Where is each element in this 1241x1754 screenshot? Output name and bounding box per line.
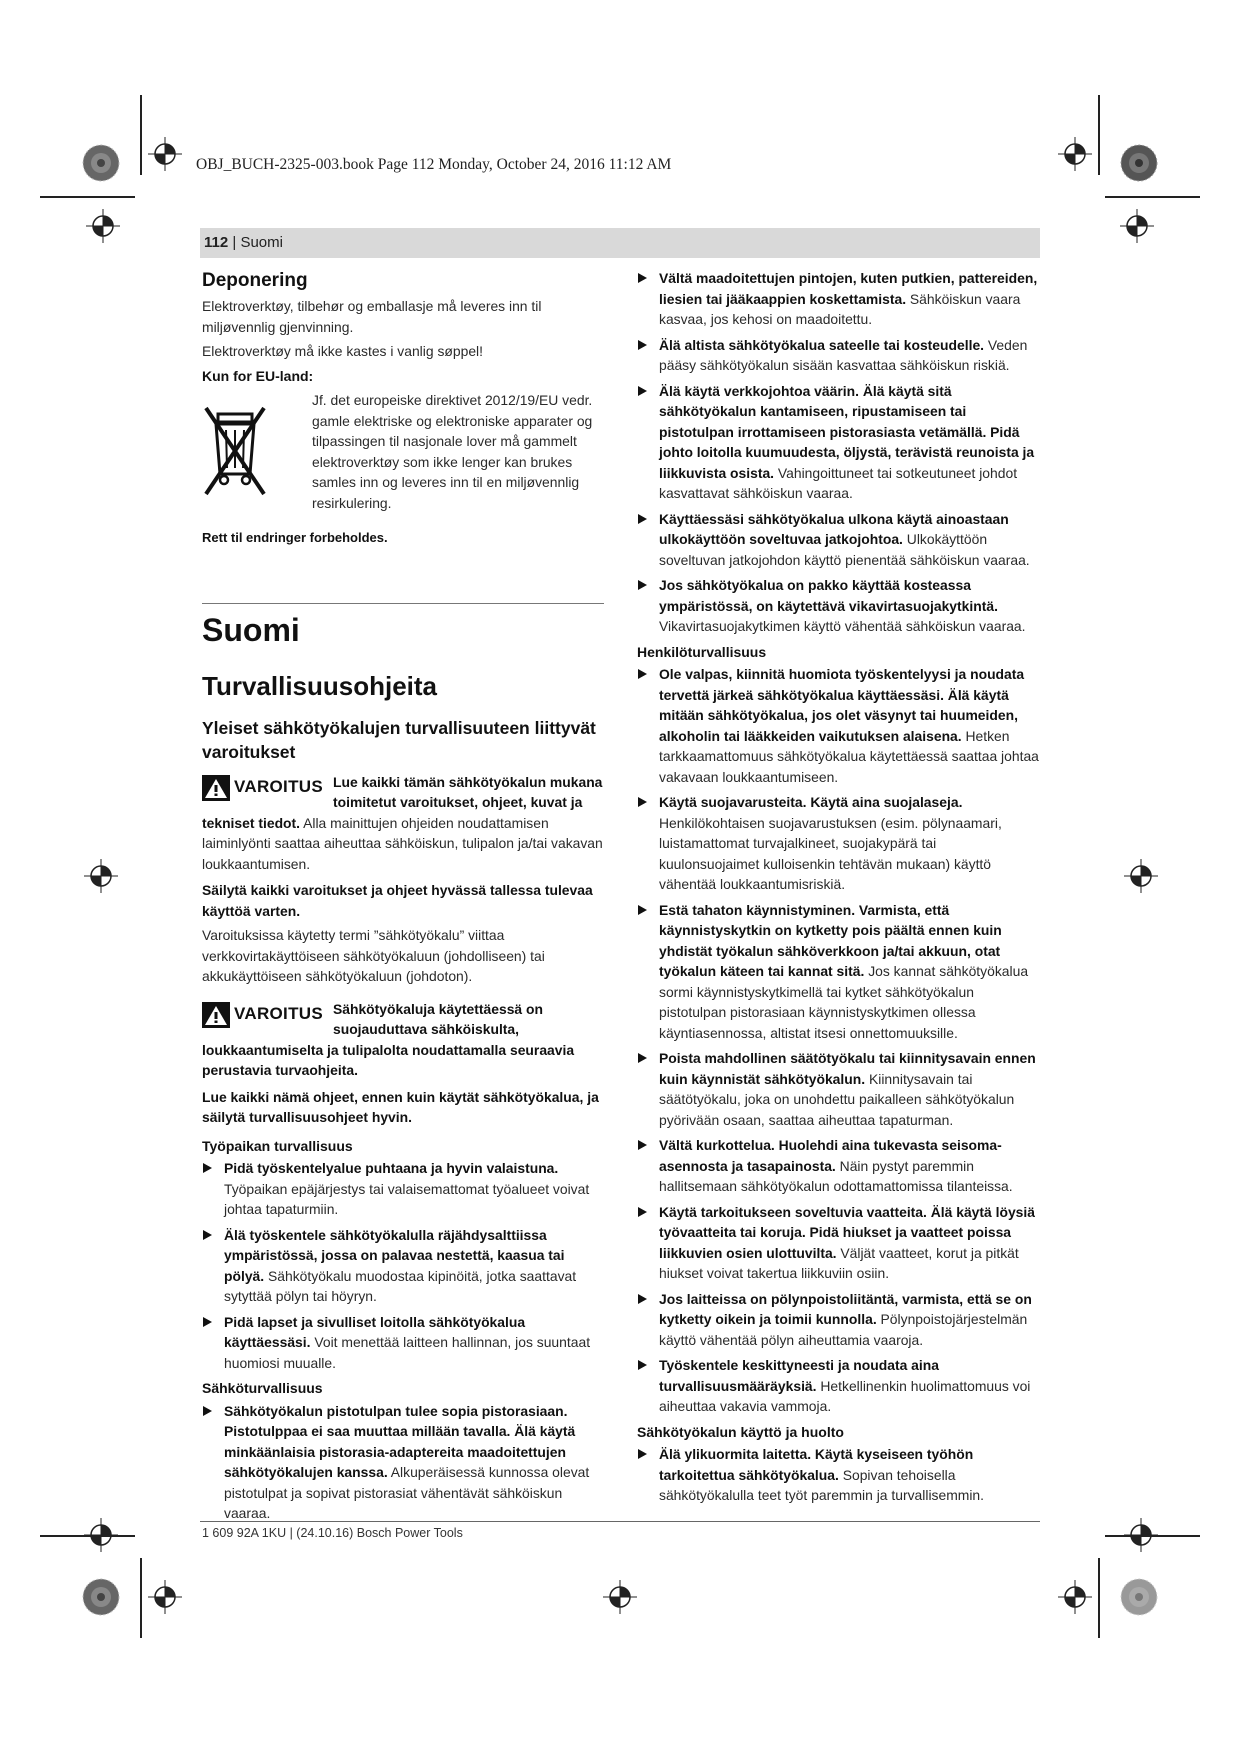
item-text: Näin pystyt paremmin hallitsemaan sähkötyökalun odottamattomissa tilanteissa. (659, 1157, 1013, 1194)
book-info-line: OBJ_BUCH-2325-003.book Page 112 Monday, October 24, 2016 11:12 AM (196, 156, 672, 173)
item-bold: Pidä työskentelyalue puhtaana ja hyvin valaistuna. (224, 1160, 559, 1176)
registration-mark-icon (1058, 137, 1092, 171)
use-and-care-list (637, 1444, 1039, 1506)
item-text: Sähköiskun vaara kasvaa, jos kehosi on maadoitettu. (659, 290, 1021, 327)
registration-mark-icon (148, 137, 182, 171)
item-bold: Estä tahaton käynnistyminen. Varmista, että käynnistyskytkin on kytketty pois päältä ennen kuin yhdistät työkalun sähköverkkoon ja/tai akkuun, otat työkalun käteen tai kannat sitä. (659, 901, 1002, 979)
term-definition: Varoituksissa käytetty termi ”sähkötyökalu” viittaa verkkovirtakäyttöiseen sähkötyökaluun (johdolliseen) tai akkukäyttöiseen sähkötyökaluun (johdoton). (202, 927, 545, 984)
crop-mark (1098, 95, 1100, 175)
warning-badge (202, 774, 323, 802)
paragraph: Elektroverktøy, tilbehør og emballasje må leveres inn til miljøvennlig gjenvinning. (202, 298, 542, 335)
personal-safety-heading: Henkilöturvallisuus (637, 643, 767, 660)
list-item (202, 1225, 604, 1307)
registration-mark-icon (84, 1518, 118, 1552)
item-text: Veden pääsy sähkötyökalun sisään kasvattaa sähköiskun riskiä. (659, 336, 1028, 373)
list-item (202, 1401, 604, 1524)
footer-rule (200, 1521, 1040, 1522)
registration-mark-icon (84, 859, 118, 893)
personal-safety-list (637, 664, 1039, 1417)
item-bold: Älä työskentele sähkötyökalulla räjähdysalttiissa ympäristössä, jossa on palavaa nestettä, kaasua tai pölyä. (224, 1226, 565, 1284)
weee-block (202, 390, 604, 514)
item-text: Vahingoittuneet tai sotkeutuneet johdot kasvattavat sähköiskun vaaraa. (659, 464, 1018, 501)
warning-triangle-icon (202, 1002, 230, 1028)
list-item (637, 1355, 1039, 1417)
header-separator: | (228, 234, 241, 251)
crop-mark (1105, 196, 1200, 198)
electrical-list (202, 1401, 604, 1524)
list-item (637, 575, 1039, 637)
list-item (637, 335, 1039, 376)
warning-bold-text: Lue kaikki tämän sähkötyökalun mukana toimitetut varoitukset, ohjeet, kuvat ja tekniset tiedot. (202, 773, 603, 831)
eu-label: Kun for EU-land: (202, 367, 314, 384)
list-item (637, 268, 1039, 330)
item-bold: Älä ylikuormita laitetta. Käytä kyseiseen työhön tarkoitettua sähkötyökalua. (659, 1446, 974, 1483)
workplace-heading: Työpaikan turvallisuus (202, 1137, 353, 1154)
color-rosette-icon (82, 144, 120, 182)
registration-mark-icon (1058, 1580, 1092, 1614)
item-bold: Jos sähkötyökalua on pakko käyttää kosteassa ympäristössä, on käytettävä vikavirtasuojakytkintä. (659, 577, 998, 614)
warning-block (202, 772, 604, 875)
item-bold: Työskentele keskittyneesti ja noudata aina turvallisuusmääräyksiä. (659, 1357, 939, 1394)
warning-bold-text: Sähkötyökaluja käytettäessä on suojauduttava sähköiskulta, loukkaantumiselta ja tulipalolta noudattamalla seuraavia perustavia turvaohjeita. (202, 1000, 575, 1078)
item-text: Vikavirtasuojakytkimen käyttö vähentää sähköiskun vaaraa. (659, 618, 1026, 634)
item-bold: Jos laitteissa on pölynpoistoliitäntä, varmista, että se on kytketty oikein ja toimii kunnolla. (659, 1290, 1032, 1327)
general-warnings-heading: Yleiset sähkötyökalujen turvallisuuteen liittyvät varoitukset (202, 717, 596, 762)
deponering-heading: Deponering (202, 270, 308, 291)
item-bold: Älä altista sähkötyökalua sateelle tai kosteudelle. (659, 336, 985, 353)
list-item (637, 792, 1039, 895)
item-text: Väljät vaatteet, korut ja pitkät hiukset voivat takertua liikkuviin osiin. (659, 1244, 1019, 1281)
read-instructions: Lue kaikki nämä ohjeet, ennen kuin käytät sähkötyökalua, ja säilytä turvallisuusohjeet hyvin. (202, 1088, 599, 1125)
electrical-list-continued (637, 268, 1039, 637)
color-rosette-icon (82, 1578, 120, 1616)
warning-word: VAROITUS (234, 777, 323, 797)
list-item (637, 1444, 1039, 1506)
item-text: Ulkokäyttöön soveltuvan jatkojohdon käyttö pienentää sähköiskun vaaraa. (659, 531, 1030, 568)
list-item (202, 1312, 604, 1374)
use-and-care-heading: Sähkötyökalun käyttö ja huolto (637, 1423, 844, 1440)
warning-badge (202, 1001, 323, 1029)
item-bold: Vältä maadoitettujen pintojen, kuten putkien, pattereiden, liesien tai jääkaappien koskettamista. (659, 270, 1038, 307)
item-bold: Käyttäessäsi sähkötyökalua ulkona käytä ainoastaan ulkokäyttöön soveltuvaa jatkojohtoa. (659, 510, 1009, 547)
crossed-out-wheelie-bin-icon (202, 398, 268, 504)
list-item (637, 381, 1039, 504)
item-bold: Käytä tarkoitukseen soveltuvia vaatteita. Älä käytä löysiä työvaatteita tai koruja. Pidä hiukset ja vaatteet poissa liikkuvien osien ulottuvilta. (659, 1203, 1035, 1261)
item-text: Sähkötyökalu muodostaa kipinöitä, jotka saattavat sytyttää pölyn tai höyryn. (224, 1267, 577, 1304)
crop-mark (40, 196, 135, 198)
list-item (637, 1135, 1039, 1197)
safety-heading: Turvallisuusohjeita (202, 670, 438, 701)
workplace-list (202, 1158, 604, 1373)
keep-instructions: Säilytä kaikki varoitukset ja ohjeet hyvässä tallessa tulevaa käyttöä varten. (202, 882, 593, 919)
item-text: Jos kannat sähkötyökalua sormi käynnistyskytkimellä tai kytket sähkötyökalun pistotulpan pistorasiaan käynnistyskytkimen ollessa käyntiasennossa, altistat itsesi onnettomuuksille. (659, 963, 1029, 1041)
list-item (637, 1289, 1039, 1351)
item-text: Hetkellinenkin huolimattomuus voi aiheuttaa vakavia vammoja. (659, 1377, 1031, 1414)
color-rosette-icon (1120, 1578, 1158, 1616)
item-bold: Poista mahdollinen säätötyökalu tai kiinnitysavain ennen kuin käynnistät sähkötyökalun. (659, 1050, 1036, 1087)
item-text: Työpaikan epäjärjestys tai valaisemattomat työalueet voivat johtaa tapaturmiin. (224, 1180, 590, 1217)
item-text: Sopivan tehoisella sähkötyökalulla teet työt paremmin ja turvallisemmin. (659, 1466, 985, 1503)
crop-mark (1098, 1558, 1100, 1638)
item-bold: Älä käytä verkkojohtoa väärin. Älä käytä sitä sähkötyökalun kantamiseen, ripustamiseen tai pistotulpan irrottamiseen pistorasiasta vetämällä. Pidä johto loitolla kuumuudesta, öljystä, terävistä reunoista ja liikkuvista osista. (659, 382, 1035, 481)
color-rosette-icon (1120, 144, 1158, 182)
item-bold: Ole valpas, kiinnitä huomiota työskentelyysi ja noudata tervettä järkeä sähkötyökalua käyttäessäsi. Älä käytä mitään sähkötyökalua, jos olet väsynyt tai huumeiden, alkoholin tai lääkkeiden vaikutuksen alaisena. (659, 666, 1025, 744)
item-text: Hetken tarkkaamattomuus sähkötyökalua käytettäessä saattaa johtaa vakavaan loukkaantumiseen. (659, 727, 1039, 785)
registration-mark-icon (148, 1580, 182, 1614)
list-item (637, 509, 1039, 571)
left-column (202, 268, 604, 1529)
language-heading: Suomi (202, 611, 300, 648)
item-bold: Vältä kurkottelua. Huolehdi aina tukevasta seisoma-asennosta ja tasapainosta. (659, 1137, 1002, 1174)
item-bold: Sähkötyökalun pistotulpan tulee sopia pistorasiaan. Pistotulppaa ei saa muuttaa millään tavalla. Älä käytä minkäänlaisia pistorasia-adaptereita maadoitettujen sähkötyökalujen kanssa. (224, 1402, 576, 1480)
list-item (637, 1202, 1039, 1284)
registration-mark-icon (603, 1580, 637, 1614)
warning-triangle-icon (202, 775, 230, 801)
item-text: Kiinnitysavain tai säätötyökalu, joka on unohdettu paikalleen sähkötyökalun pyörivään osaan, saattaa aiheuttaa tapaturman. (659, 1070, 1015, 1128)
registration-mark-icon (86, 209, 120, 243)
page-number: 112 (204, 234, 229, 251)
list-item (637, 664, 1039, 787)
warning-block (202, 999, 604, 1081)
item-text: Henkilökohtaisen suojavarustuksen (esim. pölynaamari, luistamattomat turvajalkineet, suojakypärä tai kuulonsuojaimet kulloisenkin tehtävän mukaan) käyttö vähentää loukkaantumisriskiä. (659, 814, 1002, 892)
registration-mark-icon (1120, 209, 1154, 243)
item-text: Alkuperäisessä kunnossa olevat pistotulpat ja sopivat pistorasiat vähentävät sähköiskun vaaraa. (224, 1464, 590, 1521)
registration-mark-icon (1124, 1518, 1158, 1552)
page-header-bar (200, 228, 1040, 258)
list-item (202, 1158, 604, 1220)
item-text: Pölynpoistojärjestelmän käyttö vähentää pölyn aiheuttamia vaaroja. (659, 1311, 1028, 1348)
registration-mark-icon (1124, 859, 1158, 893)
paragraph: Elektroverktøy må ikke kastes i vanlig søppel! (202, 343, 483, 359)
list-item (637, 900, 1039, 1044)
warning-word: VAROITUS (234, 1004, 323, 1024)
header-section: Suomi (240, 234, 283, 251)
item-bold: Käytä suojavarusteita. Käytä aina suojalaseja. (659, 794, 963, 810)
item-text: Voit menettää laitteen hallinnan, jos suuntaat huomiosi muualle. (224, 1334, 591, 1371)
electrical-heading: Sähköturvallisuus (202, 1380, 323, 1396)
warning-text: Alla mainittujen ohjeiden noudattamisen laiminlyönti saattaa aiheuttaa sähköiskun, tulipalon ja/tai vakavan loukkaantumisen. (202, 814, 603, 872)
reservation-note: Rett til endringer forbeholdes. (202, 530, 388, 545)
section-divider (202, 603, 604, 604)
crop-mark (140, 95, 142, 175)
crop-mark (140, 1558, 142, 1638)
eu-directive-text: Jf. det europeiske direktivet 2012/19/EU vedr. gamle elektriske og elektroniske apparater og tilpassingen til nasjonale lover må gammelt elektroverktøy som ikke lenger kan brukes samles inn og leveres inn til en miljøvennlig resirkulering. (312, 392, 593, 511)
list-item (637, 1048, 1039, 1130)
right-column (637, 268, 1039, 1511)
item-bold: Pidä lapset ja sivulliset loitolla sähkötyökalua käyttäessäsi. (224, 1313, 526, 1350)
page-footer: 1 609 92A 1KU | (24.10.16) Bosch Power Tools (202, 1526, 463, 1540)
